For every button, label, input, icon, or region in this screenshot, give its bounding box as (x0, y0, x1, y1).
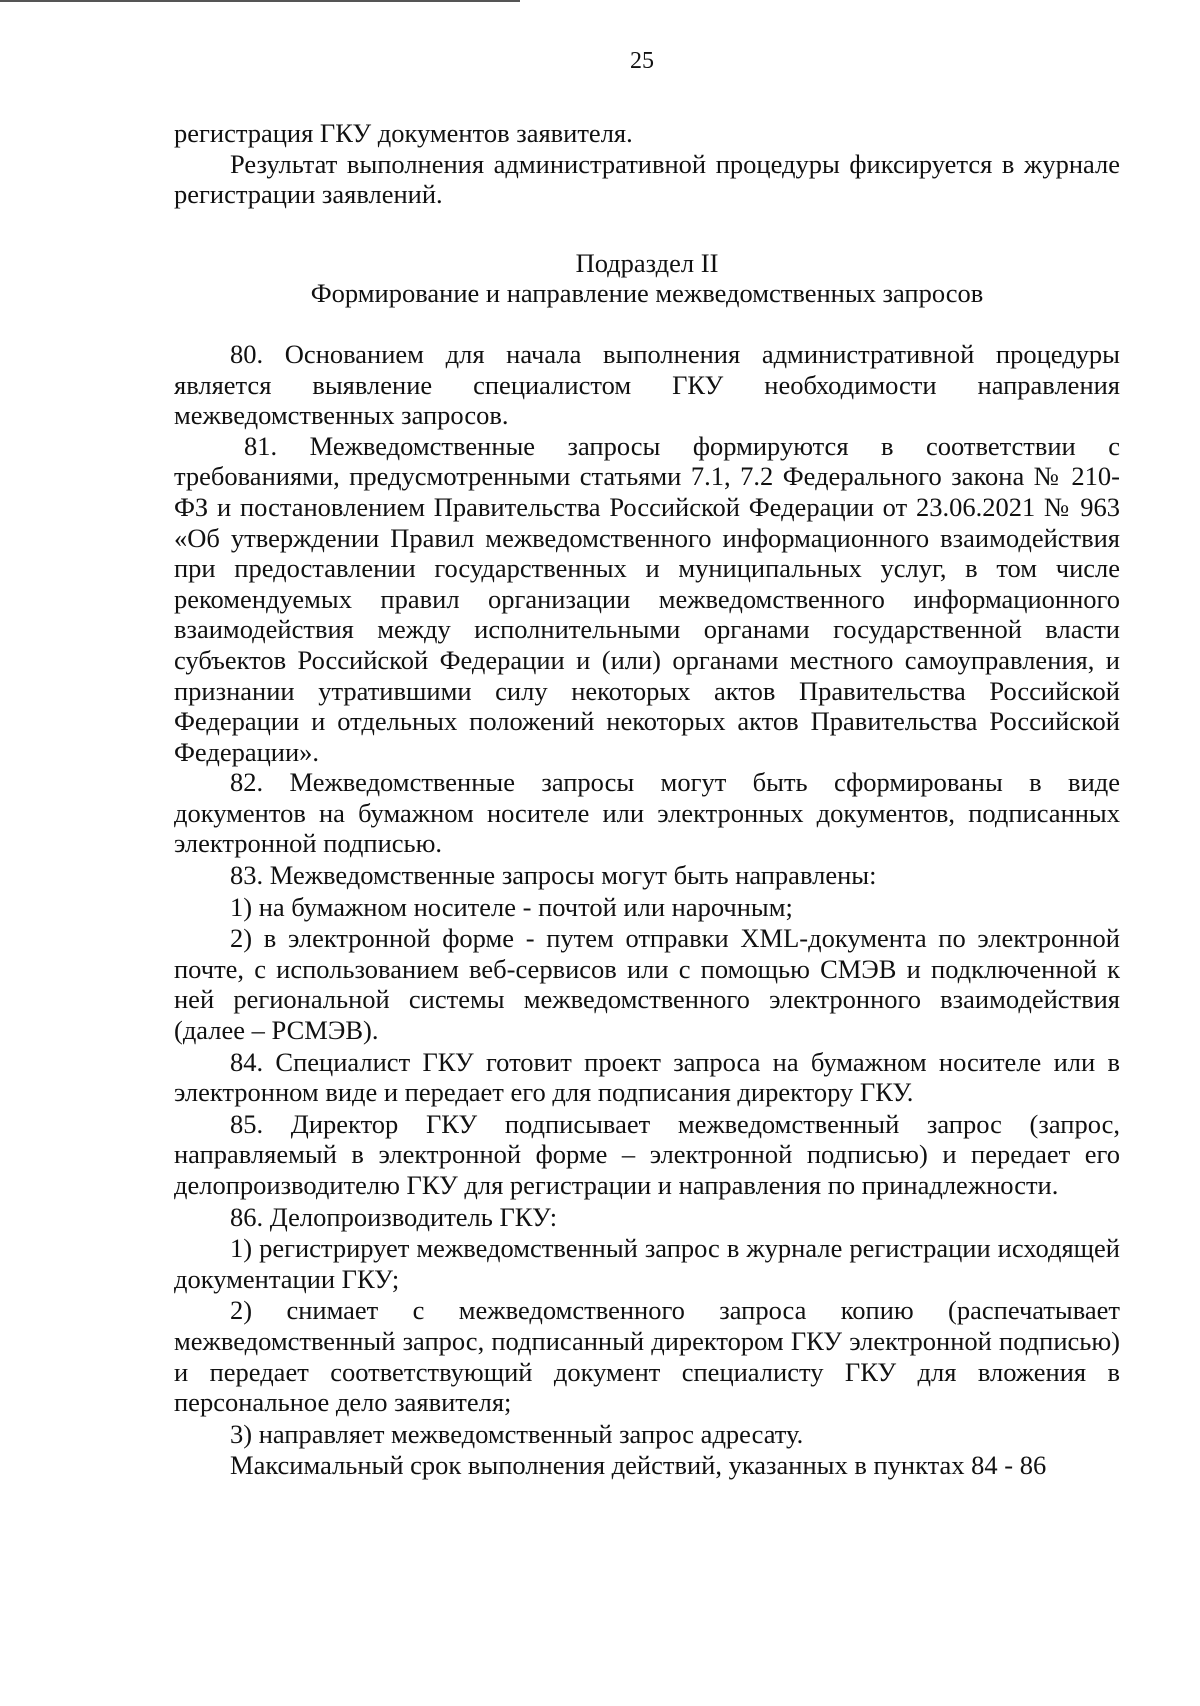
paragraph-86-item-3: 3) направляет межведомственный запрос адресату. (230, 1418, 804, 1449)
subsection-subtitle: Формирование и направление межведомственных запросов (310, 278, 984, 309)
subsection-title: Подраздел II (575, 247, 719, 278)
paragraph-80: 80. Основанием для начала выполнения административной процедуры является выявление специалистом ГКУ необходимости направления межведомственных запросов. (174, 338, 1120, 431)
scan-edge-line (0, 0, 520, 2)
paragraph-86: 86. Делопроизводитель ГКУ: (230, 1201, 558, 1232)
paragraph-max-term: Максимальный срок выполнения действий, указанных в пунктах 84 - 86 (230, 1450, 1047, 1481)
paragraph-82: 82. Межведомственные запросы могут быть сформированы в виде документов на бумажном носителе или электронных документов, подписанных электронной подписью. (174, 767, 1120, 859)
page-number: 25 (630, 48, 654, 74)
paragraph-result: Результат выполнения административной процедуры фиксируется в журнале регистрации заявлений. (174, 148, 1120, 210)
paragraph-81: 81. Межведомственные запросы формируются в соответствии с требованиями, предусмотренными статьями 7.1, 7.2 Федерального закона № 210-ФЗ и постановлением Правительства Российской Федерации от 23.06.2021 № 963 «Об утверждении Правил межведомственного информационного взаимодействия при предоставлении государственных и муниципальных услуг, в том числе рекомендуемых правил организации межведомственного информационного взаимодействия между исполнительными органами государственной власти субъектов Российской Федерации и (или) органами местного самоуправления, и признании утратившими силу некоторых актов Правительства Российской Федерации и отдельных положений некоторых актов Правительства Российской Федерации». (174, 430, 1120, 767)
document-body (174, 118, 1120, 1481)
paragraph-83: 83. Межведомственные запросы могут быть направлены: (230, 860, 877, 891)
paragraph-83-item-2: 2) в электронной форме - путем отправки XML-документа по электронной почте, с использованием веб-сервисов или с помощью СМЭВ и подключенной к ней региональной системы межведомственного электронного взаимодействия (далее – РСМЭВ). (174, 923, 1120, 1046)
paragraph-85: 85. Директор ГКУ подписывает межведомственный запрос (запрос, направляемый в электронной форме – электронной подписью) и передает его делопроизводителю ГКУ для регистрации и направления по принадлежности. (174, 1108, 1120, 1200)
paragraph-84: 84. Специалист ГКУ готовит проект запроса на бумажном носителе или в электронном виде и передает его для подписания директору ГКУ. (174, 1046, 1120, 1108)
paragraph-83-item-1: 1) на бумажном носителе - почтой или нарочным; (230, 891, 793, 922)
paragraph-86-item-2: 2) снимает с межведомственного запроса копию (распечатывает межведомственный запрос, подписанный директором ГКУ электронной подписью) и передает соответствующий документ специалисту ГКУ для вложения в персональное дело заявителя; (174, 1295, 1120, 1418)
paragraph-continuation: регистрация ГКУ документов заявителя. (174, 118, 633, 148)
paragraph-86-item-1: 1) регистрирует межведомственный запрос в журнале регистрации исходящей документации ГКУ; (174, 1233, 1120, 1294)
